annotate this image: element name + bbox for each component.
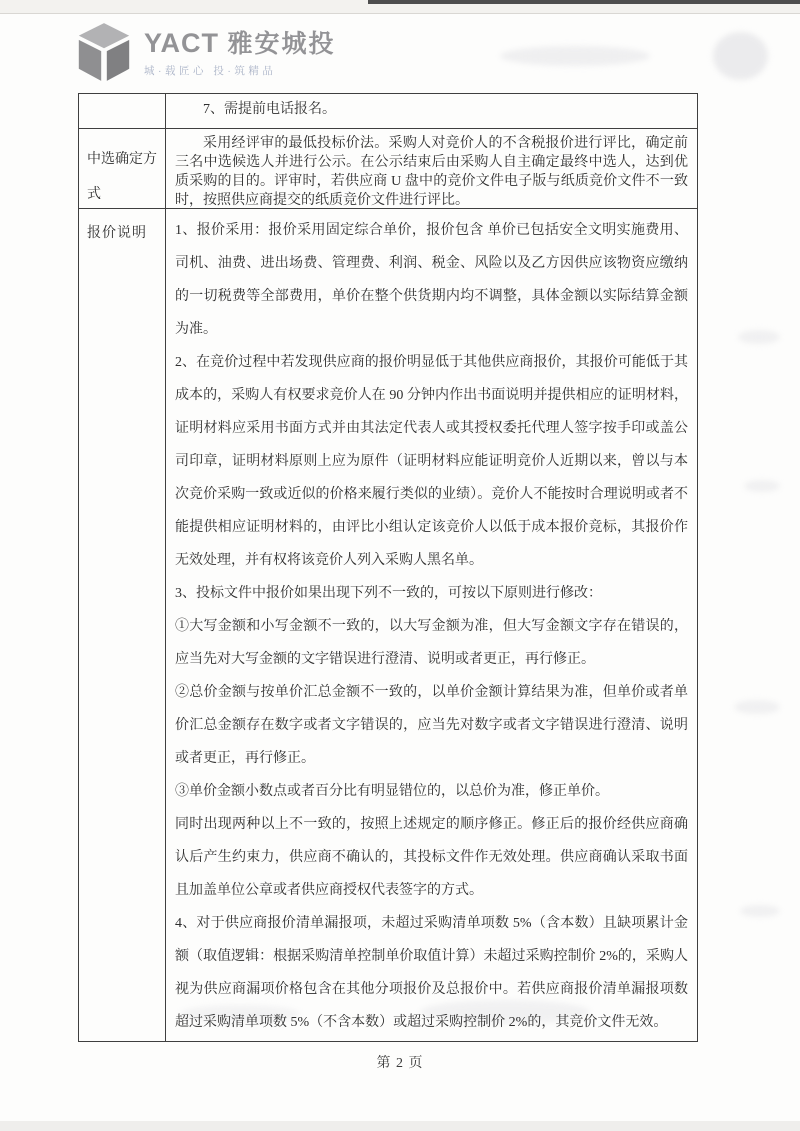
- pricing-paragraph-2: 2、在竞价过程中若发现供应商的报价明显低于其他供应商报价，其报价可能低于其成本的，采购人有权要求竞价人在 90 分钟内作出书面说明并提供相应的证明材料，证明材料应采用书面方式并由其法定代表人或其授权委托代理人签字按手印或盖公司印章，证明材料原则上应为原件（证明材料应能证明竞价人近期以来，曾以与本次竞价采购一致或近似的价格来履行类似的业绩）。竞价人不能按时合理说明或者不能提供相应证明材料的，由评比小组认定该竞价人以低于成本报价竞标，其报价作无效处理，并有权将该竞价人列入采购人黑名单。: [175, 355, 688, 568]
- pricing-paragraph-1: 1、报价采用：报价采用固定综合单价，报价包含 单价已包括安全文明实施费用、司机、油费、进出场费、管理费、利润、税金、风险以及乙方因供应该物资应缴纳的一切税费等全部费用，单价在整个供货期内均不调整，具体金额以实际结算金额为准。: [175, 223, 688, 337]
- scan-artifact: [713, 32, 768, 80]
- pricing-paragraph-8: 4、对于供应商报价清单漏报项，未超过采购清单项数 5%（含本数）且缺项累计金额（取值逻辑：根据采购清单控制单价取值计算）未超过采购控制价 2%的，采购人视为供应商漏项价格包含在其他分项报价及总报价中。若供应商报价清单漏报项数超过采购清单项数 5%（不含本数）或超过采购控制价 2%的，其竞价文件无效。: [175, 916, 688, 1030]
- selection-method-text: 采用经评审的最低投标价法。采购人对竞价人的不含税报价进行评比，确定前三名中选候选人并进行公示。在公示结束后由采购人自主确定最终中选人，达到优质采购的目的。评审时，若供应商 U 盘中的竞价文件电子版与纸质竞价文件不一致时，按照供应商提交的纸质竞价文件进行评比。: [175, 136, 688, 208]
- scan-artifact: [738, 330, 780, 344]
- scan-artifact: [500, 46, 650, 66]
- pricing-paragraph-5: ②总价金额与按单价汇总金额不一致的，以单价金额计算结果为准，但单价或者单价汇总金额存在数字或者文字错误的，应当先对数字或者文字错误进行澄清、说明或者更正，再行修正。: [175, 685, 688, 766]
- label-cell-empty: [79, 94, 166, 128]
- brand-name-cn: 雅安城投: [227, 30, 336, 58]
- content-cell-selection-method: [166, 129, 697, 208]
- content-cell-notice: 7、需提前电话报名。: [203, 102, 336, 117]
- table-row-pricing-notes: [79, 209, 697, 1041]
- brand-name-en: YACT: [144, 28, 220, 58]
- pricing-paragraph-4: ①大写金额和小写金额不一致的，以大写金额为准，但大写金额文字存在错误的，应当先对大写金额的文字错误进行澄清、说明或者更正，再行修正。: [175, 619, 688, 667]
- content-cell-pricing-notes: [166, 209, 697, 1041]
- table-row-selection-method: [79, 129, 697, 209]
- logo-text-block: [144, 22, 336, 78]
- scan-dark-bar: [368, 0, 800, 4]
- company-logo: [76, 22, 336, 82]
- procurement-info-table: [78, 93, 698, 1042]
- cube-logo-icon: [76, 22, 132, 82]
- label-cell-selection-method: 中选确定方式: [79, 129, 166, 208]
- pricing-paragraph-3: 3、投标文件中报价如果出现下列不一致的，可按以下原则进行修改：: [175, 586, 602, 601]
- scan-artifact: [740, 905, 780, 917]
- pricing-paragraph-6: ③单价金额小数点或者百分比有明显错位的，以总价为准，修正单价。: [175, 784, 609, 799]
- page-number: 第 2 页: [376, 1056, 424, 1071]
- scan-edge-strip-bottom: [0, 1121, 800, 1131]
- scan-artifact: [744, 480, 780, 492]
- brand-name: [144, 28, 336, 59]
- scan-artifact: [734, 700, 780, 714]
- label-cell-pricing-notes: 报价说明: [79, 209, 166, 1041]
- table-row-notice: [79, 94, 697, 129]
- pricing-paragraph-7: 同时出现两种以上不一致的，按照上述规定的顺序修正。修正后的报价经供应商确认后产生约束力，供应商不确认的，其投标文件作无效处理。供应商确认采取书面且加盖单位公章或者供应商授权代表签字的方式。: [175, 817, 688, 898]
- brand-slogan: 城·载匠心 投·筑精品: [144, 65, 277, 77]
